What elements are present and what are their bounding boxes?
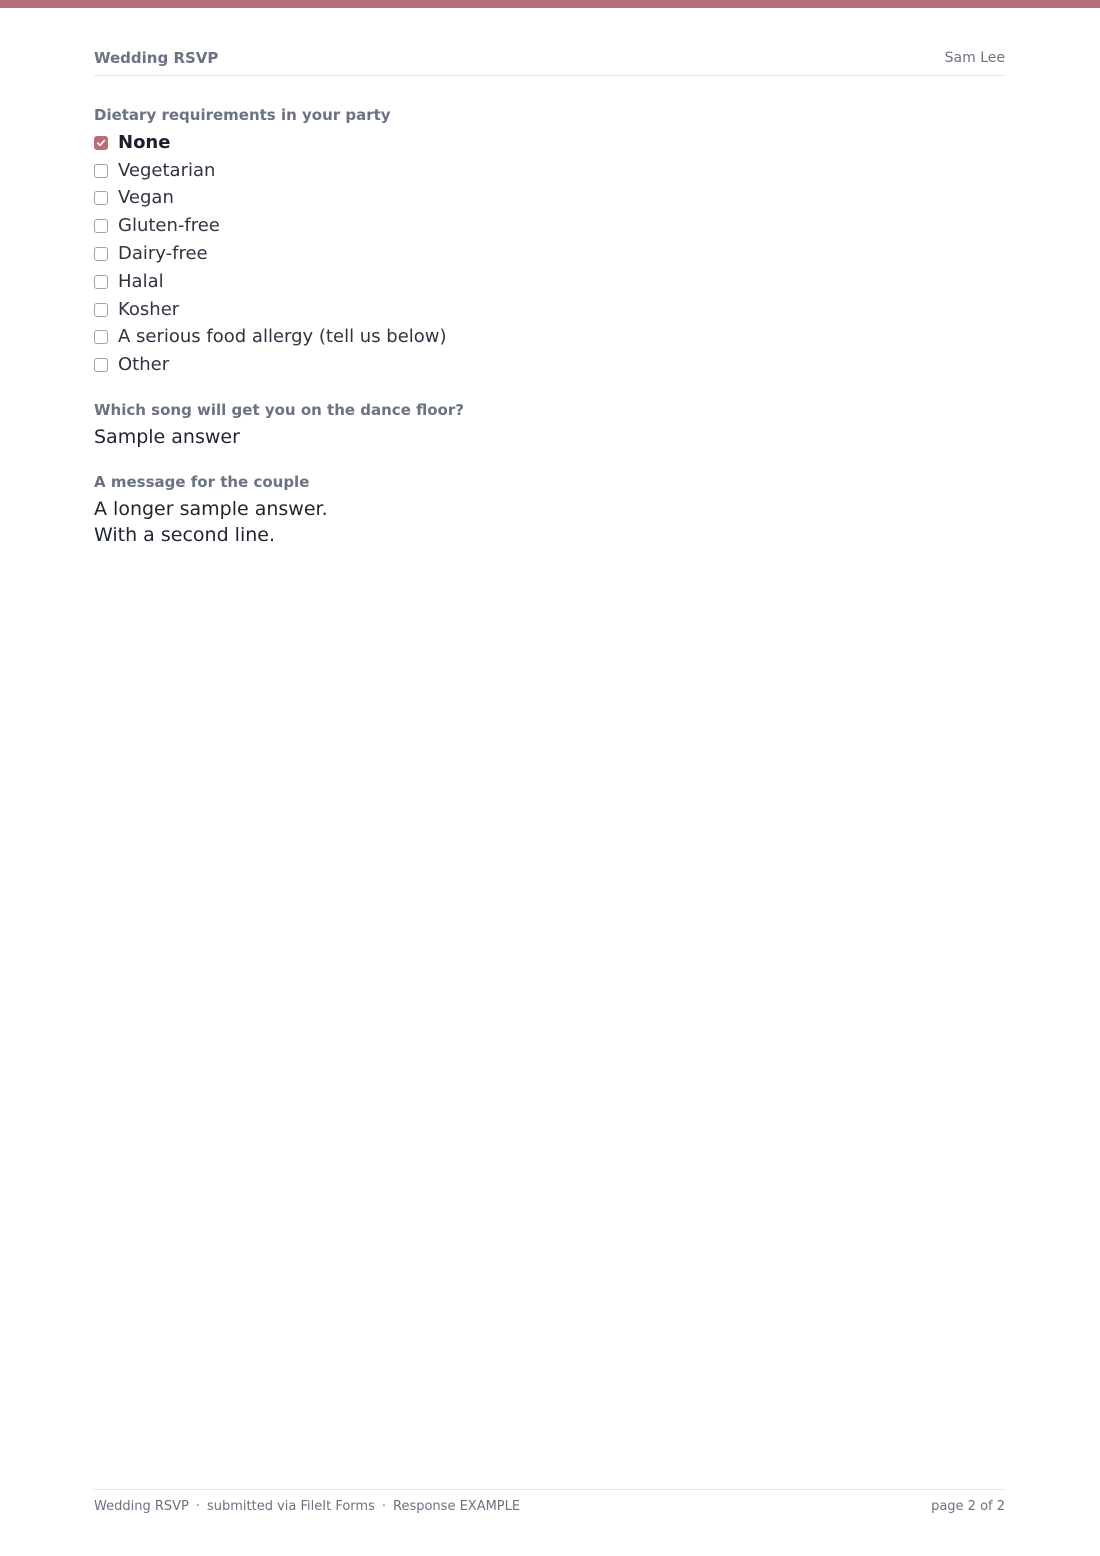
dietary-option-vegan[interactable] <box>94 185 1005 213</box>
page-header <box>94 48 1005 76</box>
message-answer-line-1: A longer sample answer. <box>94 498 328 520</box>
option-label: Halal <box>118 270 164 292</box>
dietary-option-kosher[interactable] <box>94 296 1005 324</box>
accent-top-bar <box>0 0 1100 8</box>
dietary-option-allergy[interactable] <box>94 324 1005 352</box>
dietary-question-label: Dietary requirements in your party <box>94 106 391 124</box>
message-question-label: A message for the couple <box>94 473 310 491</box>
dietary-option-halal[interactable] <box>94 268 1005 296</box>
option-label: Kosher <box>118 298 180 320</box>
checkbox-icon[interactable] <box>94 358 108 372</box>
page-footer <box>94 1489 1005 1514</box>
checkbox-icon[interactable] <box>94 191 108 205</box>
checkbox-icon[interactable] <box>94 330 108 344</box>
option-label: Vegan <box>118 187 174 209</box>
option-label: Dairy-free <box>118 243 208 265</box>
song-question-label: Which song will get you on the dance floor? <box>94 401 464 419</box>
footer-info <box>94 1498 520 1516</box>
checkbox-icon[interactable] <box>94 219 108 233</box>
respondent-name: Sam Lee <box>944 50 1005 66</box>
option-label: A serious food allergy (tell us below) <box>118 326 447 348</box>
option-label: Other <box>118 354 170 376</box>
form-title: Wedding RSVP <box>94 49 219 67</box>
checkbox-icon[interactable] <box>94 247 108 261</box>
checkbox-icon[interactable] <box>94 164 108 178</box>
dietary-option-vegetarian[interactable] <box>94 157 1005 185</box>
dietary-section <box>94 105 1005 379</box>
checkbox-icon[interactable] <box>94 275 108 289</box>
option-label: None <box>118 131 171 153</box>
footer-separator: · <box>381 1499 386 1514</box>
option-label: Vegetarian <box>118 159 216 181</box>
song-section <box>94 400 1005 450</box>
footer-separator: · <box>195 1499 200 1514</box>
message-answer-line-2: With a second line. <box>94 524 275 546</box>
footer-submitted-via: submitted via FileIt Forms <box>207 1499 375 1514</box>
footer-form-name: Wedding RSVP <box>94 1499 189 1514</box>
footer-response-id: Response EXAMPLE <box>393 1499 521 1514</box>
page-indicator: page 2 of 2 <box>931 1499 1005 1514</box>
dietary-option-gluten-free[interactable] <box>94 212 1005 240</box>
checked-checkbox-icon[interactable] <box>94 136 108 150</box>
dietary-option-dairy-free[interactable] <box>94 240 1005 268</box>
message-section <box>94 472 1005 548</box>
checkbox-icon[interactable] <box>94 303 108 317</box>
option-label: Gluten-free <box>118 215 220 237</box>
dietary-options-list <box>94 129 1005 379</box>
dietary-option-none[interactable] <box>94 129 1005 157</box>
dietary-option-other[interactable] <box>94 351 1005 379</box>
song-answer: Sample answer <box>94 426 240 448</box>
